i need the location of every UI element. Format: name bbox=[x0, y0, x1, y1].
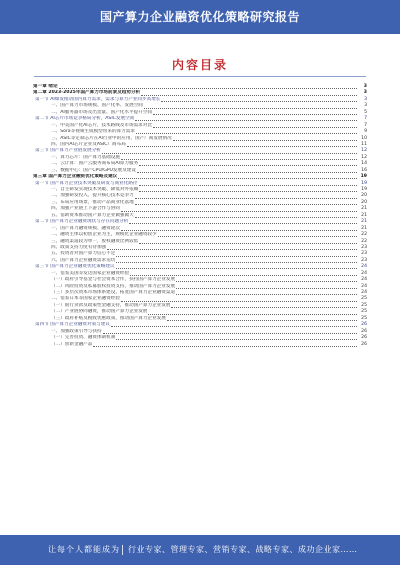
toc-entry-page: 9 bbox=[364, 129, 367, 135]
toc-leader-dots bbox=[139, 188, 357, 192]
toc-entry-page: 16 bbox=[361, 167, 367, 173]
toc-leader-dots bbox=[135, 201, 357, 205]
toc-leader-dots bbox=[135, 117, 357, 121]
toc-entry-title: 三、布局应用场景，推动产品商业化落地 bbox=[51, 199, 134, 205]
toc-entry-page: 10 bbox=[361, 135, 367, 141]
toc-entry-page: 22 bbox=[361, 232, 367, 238]
toc-entry-page: 23 bbox=[361, 251, 367, 257]
toc-leader-dots bbox=[93, 343, 357, 347]
toc-leader-dots bbox=[121, 208, 357, 212]
toc-leader-dots bbox=[173, 137, 357, 141]
toc-leader-dots bbox=[139, 240, 357, 244]
toc-leader-dots bbox=[121, 298, 357, 302]
toc-leader-dots bbox=[116, 259, 357, 263]
report-title: 国产算力企业融资优化策略研究报告 bbox=[99, 10, 300, 24]
toc-entry-page: 26 bbox=[361, 328, 367, 334]
toc-entry-title: 第二节 AI芯片市场竞争格局分析，ASIC发展空间 bbox=[35, 116, 135, 122]
toc-heading-divider bbox=[34, 76, 366, 77]
toc-entry-page: 25 bbox=[361, 315, 367, 321]
page-footer-bar bbox=[0, 535, 400, 565]
toc-leader-dots bbox=[139, 182, 357, 186]
toc-entry-page: 26 bbox=[361, 335, 367, 341]
toc-entry-title: （二）产业链协同融资，推动国产算力企业发展 bbox=[51, 309, 148, 315]
toc-entry-page: 3 bbox=[363, 84, 367, 89]
toc-entry-title: 第四节 国产算力企业融资对策与建议 bbox=[35, 322, 110, 328]
toc-entry-page: 19 bbox=[361, 187, 367, 192]
toc-entry-page: 3 bbox=[364, 96, 367, 102]
toc-entry-title: 第一章 绪论 bbox=[33, 84, 58, 89]
toc-entry-page: 26 bbox=[361, 341, 367, 347]
toc-entry-page: 19 bbox=[360, 174, 367, 180]
toc-entry-title: 第二章 2023-2025年国产算力市场前景及趋势分析 bbox=[33, 90, 141, 96]
toc-entry-title: 五、借助资本推动国产算力企业做强做大 bbox=[51, 212, 134, 218]
toc-entry-page: 25 bbox=[361, 296, 367, 302]
toc-leader-dots bbox=[141, 92, 357, 96]
page-header-bar bbox=[0, 0, 400, 34]
toc-leader-dots bbox=[158, 233, 357, 237]
toc-entry-page: 24 bbox=[361, 264, 367, 270]
toc-entry-page: 25 bbox=[361, 302, 367, 308]
toc-entry-page: 24 bbox=[361, 290, 367, 295]
toc-leader-dots bbox=[121, 156, 357, 160]
toc-leader-dots bbox=[116, 253, 357, 257]
toc-leader-dots bbox=[129, 220, 357, 224]
toc-leader-dots bbox=[144, 105, 357, 109]
toc-entry-title: 第三节 国产算力产业链发展分析 bbox=[35, 148, 101, 154]
toc-entry-page: 21 bbox=[361, 206, 367, 212]
toc-entry-page: 24 bbox=[361, 277, 367, 283]
toc-entry-title: 四、加强产业链上下游合作与协同 bbox=[51, 206, 120, 212]
footer-slogan-left: 让每个人都能成为 bbox=[48, 545, 120, 554]
toc-leader-dots bbox=[111, 323, 357, 327]
toc-leader-dots bbox=[171, 304, 357, 308]
toc-entry-title: 一、中美国产化AI芯片，技术路线及市场需求对比 bbox=[51, 122, 152, 128]
toc-entry-title: 第一节 AI爆发推动国内算力需求，需求与算力产业同步高增长 bbox=[35, 96, 161, 102]
toc-entry-page: 7 bbox=[364, 122, 367, 128]
toc-entry-title: （一）政府引导基金与社会资本合作，扶持国产算力企业发展 bbox=[51, 277, 176, 283]
toc-entry-page: 23 bbox=[361, 244, 367, 250]
toc-entry-title: 一、算力芯片：国产算力基础设施 bbox=[51, 154, 120, 160]
toc-leader-dots bbox=[116, 265, 357, 269]
toc-entry-page: 20 bbox=[361, 193, 367, 199]
toc-entry-page: 24 bbox=[361, 270, 367, 276]
toc-entry-title: 四、政策支持力度有待加强 bbox=[51, 244, 107, 250]
table-of-contents bbox=[33, 84, 367, 348]
toc-entry-page: 19 bbox=[361, 180, 367, 186]
toc-entry-page: 20 bbox=[361, 199, 367, 205]
toc-leader-dots bbox=[153, 124, 357, 128]
toc-entry-title: （一）银行贷款及政策性金融支持，推动国产算力企业发展 bbox=[51, 302, 171, 308]
toc-leader-dots bbox=[118, 175, 357, 179]
toc-entry-title: （二）风险投资及私募股权投资支持，推动国产算力企业发展 bbox=[51, 283, 176, 289]
toc-leader-dots bbox=[161, 98, 357, 102]
toc-entry-title: 一、借鉴美国等发达国家企业融资经验 bbox=[51, 270, 130, 276]
toc-entry-title: 五、投资者对国产算力信心不足 bbox=[51, 251, 116, 257]
toc-entry-title: 二、借鉴日本等国家企业融资经验 bbox=[51, 296, 120, 302]
toc-entry-title: 一、国产算力融资规模、融资轮次 bbox=[51, 225, 120, 231]
footer-divider bbox=[122, 545, 123, 555]
toc-entry[interactable] bbox=[33, 342, 367, 348]
toc-entry-title: 二、Sora等视频生成模型带来的算力需求 bbox=[51, 129, 135, 135]
toc-entry-title: （三）多层次资本市场体系建设，拓宽国产算力企业融资渠道 bbox=[51, 290, 176, 295]
toc-entry-page: 5 bbox=[364, 109, 367, 115]
toc-entry-title: 三、ASIC等定制芯片在AI行业中的应用、国产厂商发展情况 bbox=[51, 135, 172, 141]
toc-leader-dots bbox=[139, 162, 357, 166]
toc-entry-title: 三、数据中心：国产CPU/GPU发展及建设 bbox=[51, 167, 136, 173]
toc-leader-dots bbox=[167, 317, 357, 321]
toc-entry-title: （三）政府补贴及税收优惠政策，推动国产算力企业发展 bbox=[51, 315, 166, 321]
toc-leader-dots bbox=[121, 227, 357, 231]
toc-entry-page: 23 bbox=[361, 257, 367, 263]
toc-entry-title: 一、加强政策引导与扶持 bbox=[51, 328, 102, 334]
toc-leader-dots bbox=[176, 285, 357, 289]
toc-leader-dots bbox=[102, 150, 357, 154]
toc-heading: 内容目录 bbox=[171, 58, 228, 72]
toc-entry-page: 12 bbox=[361, 154, 367, 160]
toc-entry-title: （一）完善投资、融资体制机制 bbox=[51, 335, 116, 341]
toc-leader-dots bbox=[130, 272, 357, 276]
toc-entry-page: 21 bbox=[361, 225, 367, 231]
toc-entry-page: 3 bbox=[363, 90, 367, 96]
toc-leader-dots bbox=[137, 169, 357, 173]
toc-entry-page: 7 bbox=[364, 116, 367, 122]
toc-entry-page: 22 bbox=[361, 238, 367, 244]
toc-entry-page: 26 bbox=[361, 322, 367, 328]
toc-entry-title: 二、AI服务器市场及出货量、国产化水平提升空间 bbox=[51, 109, 152, 115]
toc-entry-title: 第三章 国产算力企业融资优化策略及建议 bbox=[33, 174, 118, 180]
toc-entry-title: （二）创新金融产品 bbox=[51, 341, 93, 347]
toc-entry-page: 3 bbox=[364, 103, 367, 109]
toc-entry-title: 第三节 国产算力企业融资优化策略建议 bbox=[35, 264, 115, 270]
toc-entry-page: 21 bbox=[361, 212, 367, 218]
toc-entry-page: 12 bbox=[361, 148, 367, 154]
toc-leader-dots bbox=[176, 278, 357, 282]
toc-leader-dots bbox=[153, 111, 357, 115]
toc-entry-title: 二、加强研发投入，提升核心技术竞争力 bbox=[51, 193, 134, 199]
toc-entry-title: 二、融资主体以初创企业为主，规模化企业融资较少 bbox=[51, 232, 157, 238]
toc-leader-dots bbox=[103, 330, 357, 334]
toc-entry-page: 21 bbox=[361, 219, 367, 225]
footer-slogan-right: 行业专家、管理专家、营销专家、战略专家、成功企业家…… bbox=[128, 545, 358, 554]
toc-entry-page: 25 bbox=[361, 309, 367, 315]
toc-entry-title: 第一节 国产算力企业技术突破及研发与商业化路径 bbox=[35, 180, 138, 186]
toc-entry-title: 第二节 国产算力企业融资现状与存在问题分析 bbox=[35, 219, 129, 225]
toc-leader-dots bbox=[135, 214, 357, 218]
toc-entry-page: 24 bbox=[361, 283, 367, 289]
toc-leader-dots bbox=[136, 130, 357, 134]
toc-leader-dots bbox=[127, 143, 357, 147]
toc-entry-title: 一、国产算力市场规模、国产化率、发展空间 bbox=[51, 103, 143, 109]
toc-leader-dots bbox=[107, 246, 357, 250]
toc-leader-dots bbox=[116, 336, 357, 340]
toc-entry-page: 11 bbox=[361, 141, 367, 147]
toc-entry-title: 二、云计算：国产云服务商布局AI算力服务 bbox=[51, 161, 139, 167]
toc-entry-page: 14 bbox=[361, 161, 367, 167]
toc-entry-title: 六、国产算力企业融资需求迫切 bbox=[51, 257, 116, 263]
toc-entry-title: 一、自主研发实现技术突破、降低对外依赖 bbox=[51, 187, 139, 192]
toc-leader-dots bbox=[148, 311, 357, 315]
toc-leader-dots bbox=[135, 195, 357, 199]
toc-entry-title: 三、融资渠道较为单一，股权融资比例较低 bbox=[51, 238, 139, 244]
toc-leader-dots bbox=[59, 85, 357, 89]
toc-leader-dots bbox=[176, 291, 357, 295]
toc-entry-title: 四、国内AI芯片企业及ASIC厂商布局 bbox=[51, 141, 126, 147]
